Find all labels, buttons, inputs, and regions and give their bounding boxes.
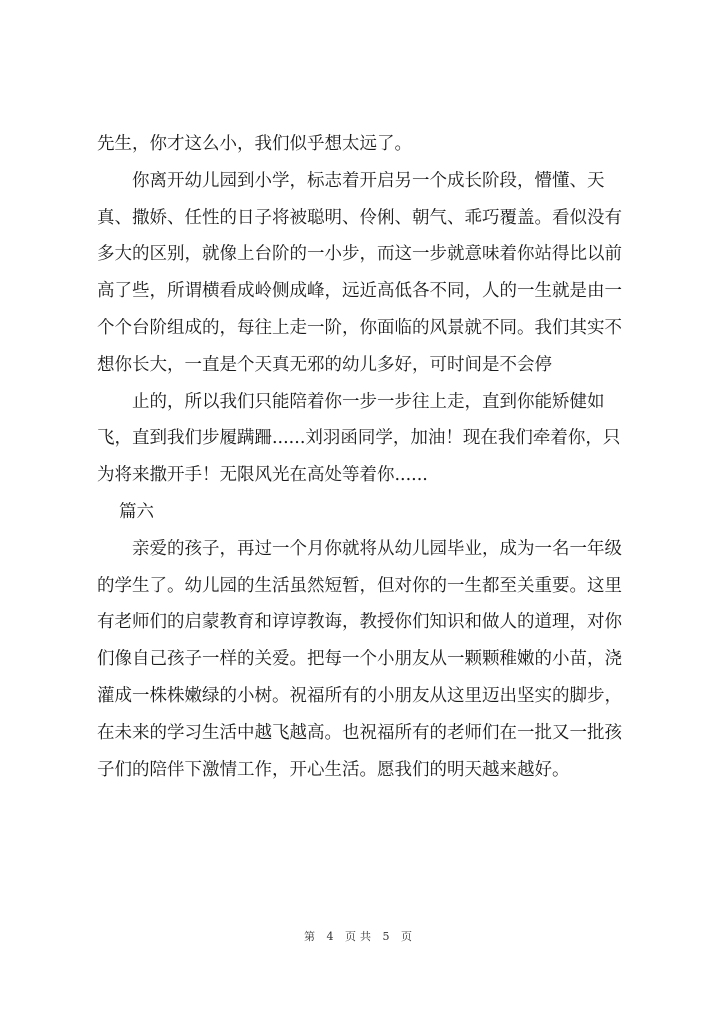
paragraph-3: 止的，所以我们只能陪着你一步一步往上走，直到你能矫健如飞，直到我们步履蹒跚......刘羽函同学，加油！现在我们牵着你，只为将来撒开手！无限风光在高处等着你...... xyxy=(97,391,621,486)
section-title: 篇六 xyxy=(119,501,154,522)
paragraph-2: 你离开幼儿园到小学，标志着开启另一个成长阶段，懵懂、天真、撒娇、任性的日子将被聪明、伶俐、朝气、乖巧覆盖。看似没有多大的区别，就像上台阶的一小步，而这一步就意味着你站得比以前高了些，所谓横看成岭侧成峰，远近高低各不同，人的一生就是由一个个台阶组成的，每往上走一阶，你面临的风景就不同。我们其实不想你长大，一直是个天真无邪的幼儿多好，可时间是不会停 xyxy=(97,170,622,375)
page-footer: 第 4 页共 5 页 xyxy=(304,930,416,943)
paragraph-1: 先生，你才这么小，我们似乎想太远了。 xyxy=(97,134,412,154)
document-body xyxy=(97,126,627,788)
paragraph-4: 亲爱的孩子，再过一个月你就将从幼儿园毕业，成为一名一年级的学生了。幼儿园的生活虽然短暂，但对你的一生都至关重要。这里有老师们的启蒙教育和谆谆教诲，教授你们知识和做人的道理，对你们像自己孩子一样的关爱。把每一个小朋友从一颗颗稚嫩的小苗，浇灌成一株株嫩绿的小树。祝福所有的小朋友从这里迈出坚实的脚步，在未来的学习生活中越飞越高。也祝福所有的老师们在一批又一批孩子们的陪伴下激情工作，开心生活。愿我们的明天越来越好。 xyxy=(97,538,622,780)
